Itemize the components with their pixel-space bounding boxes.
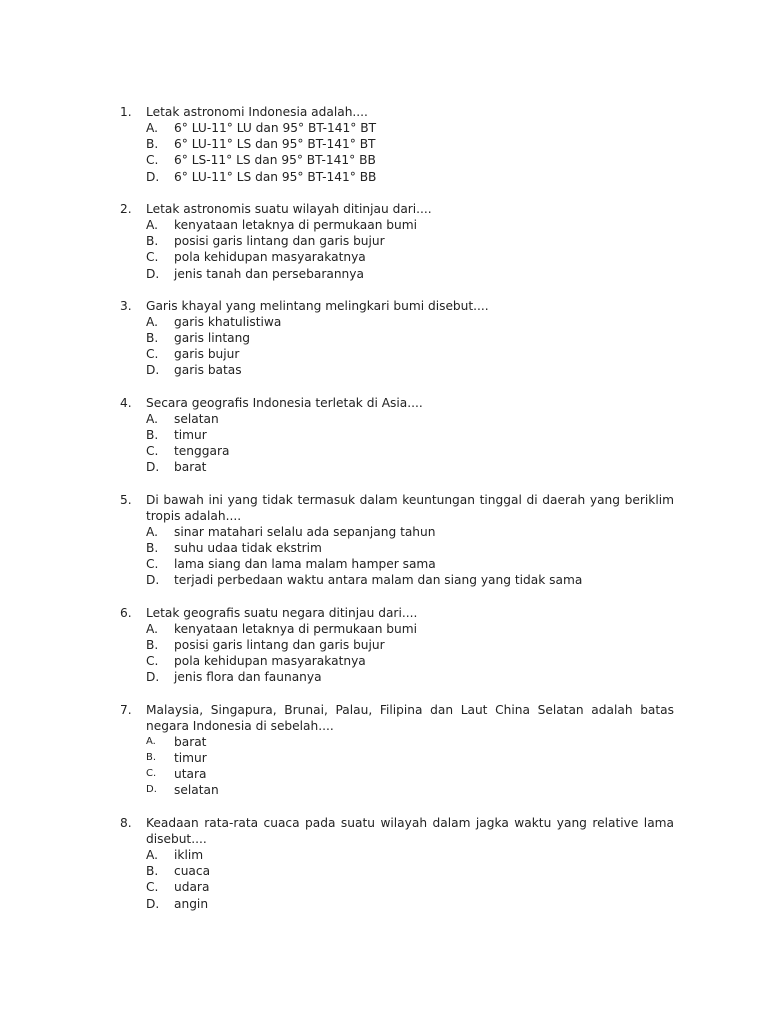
option-text: timur <box>174 428 207 443</box>
option-item <box>146 863 674 879</box>
option-text: terjadi perbedaan waktu antara malam dan siang yang tidak sama <box>174 573 583 588</box>
option-letter: B. <box>146 638 159 653</box>
question-3 <box>120 298 674 379</box>
option-text: garis khatulistiwa <box>174 315 282 329</box>
option-letter: A. <box>146 121 158 136</box>
option-item <box>146 362 674 378</box>
question-4 <box>120 395 674 476</box>
option-item <box>146 524 674 540</box>
option-letter: C. <box>146 654 159 669</box>
option-letter: C. <box>146 347 159 362</box>
option-item <box>146 540 674 556</box>
option-letter: B. <box>146 331 159 346</box>
option-text: tenggara <box>174 444 230 459</box>
option-letter: C. <box>146 557 159 572</box>
option-letter: B. <box>146 137 159 152</box>
option-text: timur <box>174 751 207 766</box>
option-text: iklim <box>174 848 204 863</box>
option-text: garis batas <box>174 363 242 378</box>
option-letter: A. <box>146 411 158 426</box>
option-text: selatan <box>174 783 219 798</box>
question-stem <box>120 104 674 120</box>
option-item <box>146 556 674 572</box>
option-text: cuaca <box>174 864 211 879</box>
option-text: udara <box>174 880 210 895</box>
option-item <box>146 669 674 685</box>
question-number: 6. <box>120 605 132 620</box>
question-text: Di bawah ini yang tidak termasuk dalam keuntungan tinggal di daerah yang beriklim tropis adalah.... <box>146 492 674 523</box>
question-number: 1. <box>120 105 132 119</box>
question-1 <box>120 104 674 185</box>
question-stem <box>120 702 674 734</box>
option-item <box>146 411 674 427</box>
question-stem <box>120 605 674 621</box>
option-letter: A. <box>146 218 158 233</box>
question-stem <box>120 201 674 217</box>
option-item <box>146 637 674 653</box>
option-letter: B. <box>146 752 157 764</box>
option-item <box>146 152 674 168</box>
question-text: Letak astronomi Indonesia adalah.... <box>146 105 368 119</box>
option-text: barat <box>174 460 207 475</box>
option-item <box>146 443 674 459</box>
option-item <box>146 120 674 136</box>
option-item <box>146 459 674 475</box>
option-item <box>146 847 674 863</box>
question-number: 3. <box>120 298 132 313</box>
option-text: 6° LS-11° LS dan 95° BT-141° BB <box>174 153 376 168</box>
option-text: 6° LU-11° LS dan 95° BT-141° BT <box>174 137 376 152</box>
question-5 <box>120 492 674 589</box>
question-number: 4. <box>120 395 132 410</box>
question-2 <box>120 201 674 282</box>
option-item <box>146 217 674 233</box>
option-item <box>146 169 674 185</box>
option-text: jenis tanah dan persebarannya <box>174 266 364 281</box>
question-number: 5. <box>120 492 132 507</box>
option-text: garis lintang <box>174 331 251 346</box>
question-text: Letak astronomis suatu wilayah ditinjau dari.... <box>146 201 432 216</box>
option-text: sinar matahari selalu ada sepanjang tahun <box>174 525 436 539</box>
question-stem <box>120 395 674 411</box>
option-item <box>146 896 674 912</box>
option-letter: B. <box>146 864 159 879</box>
option-letter: D. <box>146 896 160 911</box>
question-stem <box>120 815 674 847</box>
option-text: 6° LU-11° LS dan 95° BT-141° BB <box>174 169 377 184</box>
option-text: kenyataan letaknya di permukaan bumi <box>174 621 418 636</box>
option-item <box>146 766 674 782</box>
option-text: kenyataan letaknya di permukaan bumi <box>174 218 418 233</box>
option-item <box>146 750 674 766</box>
question-number: 2. <box>120 201 132 216</box>
option-letter: D. <box>146 670 160 685</box>
option-letter: C. <box>146 153 159 168</box>
option-item <box>146 314 674 330</box>
question-number: 7. <box>120 702 132 717</box>
option-letter: C. <box>146 444 159 459</box>
option-letter: B. <box>146 541 159 556</box>
option-letter: B. <box>146 428 159 443</box>
option-item <box>146 653 674 669</box>
option-letter: A. <box>146 525 158 539</box>
option-text: suhu udaa tidak ekstrim <box>174 541 322 556</box>
question-text: Letak geografis suatu negara ditinjau dari.... <box>146 605 418 620</box>
option-text: barat <box>174 735 207 749</box>
question-text: Keadaan rata-rata cuaca pada suatu wilayah dalam jagka waktu yang relative lama disebut.... <box>146 815 674 846</box>
option-item <box>146 782 674 798</box>
option-letter: B. <box>146 234 159 249</box>
option-text: selatan <box>174 411 219 426</box>
option-letter: D. <box>146 573 160 588</box>
option-text: pola kehidupan masyarakatnya <box>174 250 366 265</box>
question-number: 8. <box>120 815 132 830</box>
question-stem <box>120 298 674 314</box>
option-letter: A. <box>146 315 158 329</box>
question-8 <box>120 815 674 912</box>
option-letter: D. <box>146 266 160 281</box>
option-letter: D. <box>146 363 160 378</box>
option-item <box>146 136 674 152</box>
option-text: jenis flora dan faunanya <box>174 670 322 685</box>
question-stem <box>120 492 674 524</box>
option-item <box>146 330 674 346</box>
option-item <box>146 233 674 249</box>
option-text: lama siang dan lama malam hamper sama <box>174 557 436 572</box>
question-list <box>120 104 674 928</box>
option-text: 6° LU-11° LU dan 95° BT-141° BT <box>174 121 377 136</box>
question-text: Secara geografis Indonesia terletak di Asia.... <box>146 395 423 410</box>
option-item <box>146 427 674 443</box>
option-text: pola kehidupan masyarakatnya <box>174 654 366 669</box>
question-6 <box>120 605 674 686</box>
option-letter: C. <box>146 250 159 265</box>
option-item <box>146 734 674 750</box>
option-letter: A. <box>146 736 156 747</box>
option-text: garis bujur <box>174 347 240 362</box>
option-item <box>146 621 674 637</box>
option-item <box>146 266 674 282</box>
option-letter: C. <box>146 768 157 780</box>
option-item <box>146 572 674 588</box>
option-text: angin <box>174 896 209 911</box>
option-letter: D. <box>146 784 157 796</box>
option-text: posisi garis lintang dan garis bujur <box>174 638 385 653</box>
option-letter: D. <box>146 169 160 184</box>
option-item <box>146 346 674 362</box>
option-text: utara <box>174 767 207 782</box>
option-item <box>146 249 674 265</box>
option-letter: C. <box>146 880 159 895</box>
option-letter: A. <box>146 621 158 636</box>
option-text: posisi garis lintang dan garis bujur <box>174 234 385 249</box>
option-letter: A. <box>146 848 158 863</box>
question-text: Malaysia, Singapura, Brunai, Palau, Filipina dan Laut China Selatan adalah batas negara Indonesia di sebelah.... <box>146 702 674 733</box>
question-text: Garis khayal yang melintang melingkari bumi disebut.... <box>146 298 489 313</box>
option-letter: D. <box>146 460 160 475</box>
question-7 <box>120 702 674 799</box>
option-item <box>146 879 674 895</box>
